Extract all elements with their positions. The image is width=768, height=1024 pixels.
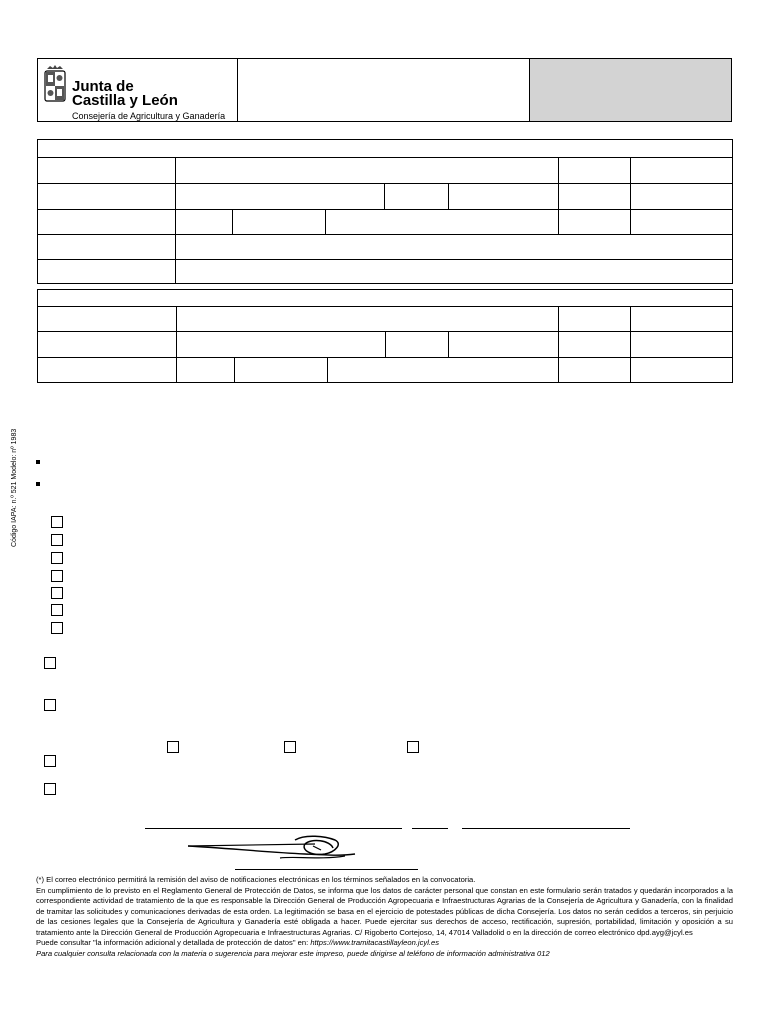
field-label xyxy=(38,235,176,260)
email-note: (*) El correo electrónico permitirá la remisión del aviso de notificaciones electrónicas en los términos señalados en la convocatoria. xyxy=(36,875,476,884)
field-input[interactable] xyxy=(449,332,559,358)
applicant-data-table xyxy=(37,139,733,284)
form-header xyxy=(37,58,732,122)
field-input[interactable] xyxy=(631,358,732,382)
field-label xyxy=(559,210,631,235)
document-checkbox[interactable] xyxy=(51,516,63,528)
field-input[interactable] xyxy=(176,260,732,283)
more-info-text: Puede consultar "la información adicional y detallada de protección de datos" en: xyxy=(36,938,311,947)
field-input[interactable] xyxy=(631,184,732,210)
representative-data-table xyxy=(37,289,733,383)
place-line[interactable] xyxy=(145,828,402,829)
declaration-checkbox[interactable] xyxy=(44,699,56,711)
footer-notes xyxy=(36,875,733,959)
document-checkbox[interactable] xyxy=(51,622,63,634)
signature-line[interactable] xyxy=(235,869,418,870)
field-input[interactable] xyxy=(631,307,732,332)
field-label xyxy=(38,260,176,283)
declaration-checkbox[interactable] xyxy=(44,657,56,669)
declaration-checkbox[interactable] xyxy=(44,783,56,795)
logo-block xyxy=(38,59,238,121)
field-label xyxy=(386,332,449,358)
field-input[interactable] xyxy=(177,358,235,382)
field-label xyxy=(559,332,631,358)
field-input[interactable] xyxy=(631,332,732,358)
field-input[interactable] xyxy=(631,210,732,235)
table-title-row xyxy=(38,290,732,307)
field-input[interactable] xyxy=(233,210,326,235)
field-input[interactable] xyxy=(328,358,559,382)
more-info xyxy=(36,938,733,949)
privacy-notice: En cumplimiento de lo previsto en el Reglamento General de Protección de Datos, se informa que los datos de carácter personal que constan en este formulario serán tratados y quedarán incorporados a la correspondiente actividad de tratamiento de la que es responsable la Dirección General de Producción Agropecuaria e Infraestructuras Agrarias de la Consejería de Agricultura y Ganadería, con la finalidad de tramitar las solicitudes y comunicaciones derivadas de esta orden. La legitimación se basa en el ejercicio de potestades públicas de dicha Consejería. Los datos no serán cedidos a terceros, sin perjuicio de las cesiones legales que la Consejería de Agricultura y Ganadería esté obligada a hacer. Puede ejercitar sus derechos de acceso, rectificación, supresión, portabilidad, limitación y oposición a su tratamiento ante la Dirección General de Producción Agropecuaria e Infraestructuras Agrarias. C/ Rigoberto Cortejoso, 14, 47014 Valladolid o en la dirección de correo electrónico dpd.ayg@jcyl.es xyxy=(36,885,733,937)
field-label xyxy=(38,307,177,332)
document-checkbox[interactable] xyxy=(51,534,63,546)
privacy-link[interactable]: https://www.tramitacastillayleon.jcyl.es xyxy=(310,938,440,947)
bullet-point xyxy=(36,460,40,464)
registry-stamp-box xyxy=(530,59,731,121)
table-title-row xyxy=(38,140,732,158)
field-input[interactable] xyxy=(449,184,559,210)
field-input[interactable] xyxy=(631,158,732,184)
field-label xyxy=(38,210,176,235)
field-input[interactable] xyxy=(235,358,328,382)
field-input[interactable] xyxy=(326,210,559,235)
document-checkbox[interactable] xyxy=(51,570,63,582)
coat-of-arms-icon xyxy=(44,65,66,105)
form-code-text: Código IAPA: n.º 521 Modelo: nº 1983 xyxy=(11,428,18,547)
field-input[interactable] xyxy=(177,332,386,358)
document-checkbox[interactable] xyxy=(51,552,63,564)
field-input[interactable] xyxy=(176,235,732,260)
month-year-line[interactable] xyxy=(462,828,630,829)
contact-note: Para cualquier consulta relacionada con la materia o sugerencia para mejorar este impreso, puede dirigirse al teléfono de información administrativa 012 xyxy=(36,948,550,958)
field-label xyxy=(38,184,176,210)
field-label xyxy=(38,332,177,358)
field-label xyxy=(38,358,177,382)
field-label xyxy=(559,307,631,332)
field-input[interactable] xyxy=(176,184,385,210)
field-label xyxy=(559,158,631,184)
field-input[interactable] xyxy=(177,307,559,332)
header-title-box xyxy=(238,59,530,121)
day-line[interactable] xyxy=(412,828,448,829)
bullet-point xyxy=(36,482,40,486)
field-label xyxy=(559,358,631,382)
field-input[interactable] xyxy=(176,210,233,235)
field-input[interactable] xyxy=(176,158,559,184)
declaration-checkbox[interactable] xyxy=(44,755,56,767)
field-label xyxy=(385,184,449,210)
brand-department: Consejería de Agricultura y Ganadería xyxy=(72,111,226,121)
brand-line2: Castilla y León xyxy=(72,92,178,109)
option-checkbox[interactable] xyxy=(407,741,419,753)
field-label xyxy=(38,158,176,184)
option-checkbox[interactable] xyxy=(284,741,296,753)
brand-line1: Junta de xyxy=(72,78,134,95)
document-checkbox[interactable] xyxy=(51,604,63,616)
field-label xyxy=(559,184,631,210)
signature xyxy=(185,834,385,868)
option-checkbox[interactable] xyxy=(167,741,179,753)
form-code-vertical xyxy=(2,405,20,547)
document-checkbox[interactable] xyxy=(51,587,63,599)
